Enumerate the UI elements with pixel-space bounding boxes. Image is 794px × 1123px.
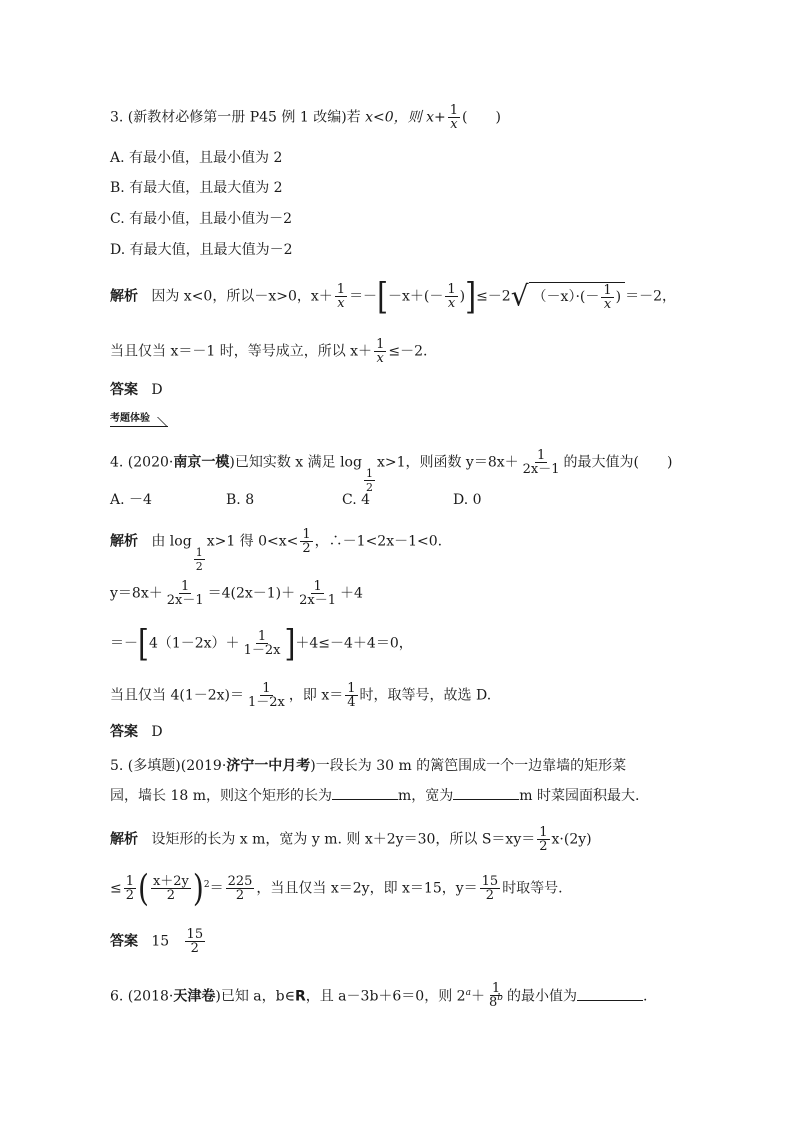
q5-answer: 答案 15 $\frac{15}{2}$ [110, 927, 204, 956]
q4-option-b: B. 8 [226, 492, 255, 508]
q4-option-d: D. 0 [453, 492, 482, 508]
q4-stem: 4. (2020·南京一模)已知实数 x 满足 log $\frac{1}{2}$ x>1，则函数 y＝8x＋ $\frac{1}{2x-1}$ 的最大值为( ) [110, 448, 673, 494]
q3-answer: 答案 D [110, 382, 163, 398]
q5-solution-line1: 解析 设矩形的长为 x m，宽为 y m. 则 x＋2y＝30，所以 S＝xy＝ $\frac{1}{2}$ x·(2y) [110, 825, 592, 854]
q5-solution-line2: ≤ $\frac{1}{2}$ ( $\frac{x+2y}{2}$ )$^2$＝ $\frac{225}{2}$ ，当且仅当 x＝2y，即 x＝15，y＝ $\frac{15}{2}$ 时取等号. [110, 866, 563, 910]
q3-fraction: $\frac{1}{x}$ [449, 103, 459, 132]
q6-blank[interactable] [577, 1000, 643, 1001]
q3-option-b: B. 有最大值，且最大值为 2 [110, 180, 283, 196]
q5-stem-line1: 5. (多填题)(2019·济宁一中月考)一段长为 30 m 的篱笆围成一个一边靠墙的矩形菜 [110, 758, 627, 774]
q3-option-a: A. 有最小值，且最小值为 2 [110, 150, 283, 166]
q5-blank-width[interactable] [453, 799, 519, 800]
q3-solution-line1: 解析 因为 x<0，所以－x>0，x＋ $\frac{1}{x}$ ＝－[－x＋(－ $\frac{1}{x}$ )]≤－2√ （－x）·(－ $\frac{1}{x}$ ) ＝－2， [110, 274, 677, 318]
q4-option-a: A. －4 [110, 492, 152, 508]
q3-solution-line2: 当且仅当 x＝－1 时，等号成立，所以 x＋ $\frac{1}{x}$ ≤－2. [110, 337, 428, 366]
q3-option-d: D. 有最大值，且最大值为－2 [110, 242, 293, 258]
q3-option-c: C. 有最小值，且最小值为－2 [110, 211, 293, 227]
section-tag: 考题体验 [110, 412, 168, 427]
q4-solution-line3: ＝－[4（1－2x）＋ $\frac{1}{1-2x}$ ]＋4≤－4＋4＝0， [110, 621, 413, 665]
q4-option-c: C. 4 [342, 492, 371, 508]
q5-blank-length[interactable] [332, 799, 398, 800]
q5-stem-line2: 园，墙长 18 m，则这个矩形的长为 m，宽为 m 时菜园面积最大. [110, 788, 640, 804]
q4-answer: 答案 D [110, 724, 163, 740]
q4-solution-line4: 当且仅当 4(1－2x)＝ $\frac{1}{1-2x}$ ，即 x＝ $\frac{1}{4}$ 时，取等号，故选 D. [110, 681, 492, 710]
q3-stem: 3. (新教材必修第一册 P45 例 1 改编)若 x<0，则 x+ $\frac{1}{x}$ ( ) [110, 103, 501, 132]
q4-solution-line2: y＝8x＋ $\frac{1}{2x-1}$ ＝4(2x－1)＋ $\frac{1}{2x-1}$ ＋4 [110, 579, 363, 608]
q6-stem: 6. (2018·天津卷)已知 a，b∈R，且 a－3b＋6＝0，则 $2^a+$ $\frac{1}{8^b}$ 的最小值为 . [110, 981, 648, 1010]
q4-solution-line1: 解析 由 log $\frac{1}{2}$ x>1 得 0<x< $\frac{1}{2}$ ，∴－1<2x－1<0. [110, 527, 443, 573]
solution-label: 解析 [110, 288, 138, 305]
